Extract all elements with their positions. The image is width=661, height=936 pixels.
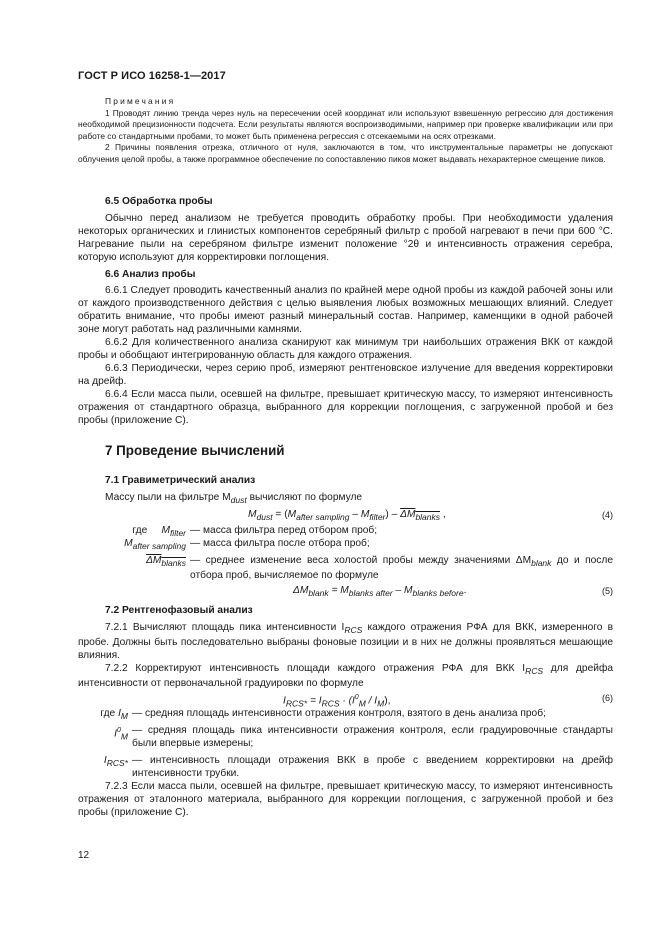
section-6-6-heading: 6.6 Анализ пробы xyxy=(105,268,196,280)
equation-6-number: (6) xyxy=(602,693,613,704)
para-6-6-1: 6.6.1 Следует проводить качественный анализ по крайней мере одной пробы из каждой рабочей зоны или от каждого производственного действия с целью выявления любых возможных мешающих влияний. Следует обратить внимание, что пробы имеют разный минеральный состав. Например, каменщики в одной рабочей зоне могут работать над различными камнями. xyxy=(78,285,613,336)
page-number: 12 xyxy=(78,850,90,861)
equation-4-number: (4) xyxy=(602,510,613,521)
para-6-6-2: 6.6.2 Для количественного анализа сканируют как минимум три наибольших отражения ВКК от каждой пробы и обобщают интегрированную область для каждого отражения. xyxy=(78,337,613,361)
main-text xyxy=(78,196,613,820)
section-6-5-text: Обычно перед анализом не требуется проводить обработку пробы. При необходимости удаления некоторых органических и глинистых компонентов серебряный фильтр с пробой нагревают в печи при 600 °С. Нагревание пыли на серебряном фильтре изменит положение °2θ и интенсивность отражения серебра, которую используют для корректировки поглощения. xyxy=(78,212,613,263)
section-7-1-definitions xyxy=(78,525,613,583)
equation-5-formula: $\Delta M_{blank} = M_{blanks after} - M_{blanks before}$. xyxy=(293,584,467,598)
note-1: 1 Проводят линию тренда через нуль на пересечении осей координат или используют взвешенную регрессию для достижения необходимой прецизионности подсчета. Если результаты являются воспроизводимыми, например при проверке квалификации или при работе со стандартными пробами, то может быть применена регрессия с отсекаемыми на осях отрезками. xyxy=(78,107,613,141)
section-7-2-heading: 7.2 Рентгенофазовый анализ xyxy=(105,604,253,616)
equation-4 xyxy=(78,507,613,525)
notes-title: Примечания xyxy=(105,96,176,106)
section-7-2-definitions xyxy=(78,708,613,781)
section-7-heading: 7 Проведение вычислений xyxy=(105,443,285,459)
equation-6 xyxy=(78,690,613,708)
notes-block xyxy=(78,96,613,166)
para-7-2-1: 7.2.1 Вычисляют площадь пика интенсивности $I_{RCS}$ каждого отражения РФА для ВКК, измеренного в пробе. Должны быть последовательно выбраны фоновые позиции и в них не должны проявляться мешающие влияния. xyxy=(78,621,613,661)
section-7-1-heading: 7.1 Гравиметрический анализ xyxy=(105,475,256,487)
definition-i-rcs-corrected: $I_{RCS*}$ — интенсивность площади отражения ВКК в пробе с введением корректировки на дрейф интенсивности трубки. xyxy=(103,755,613,780)
equation-5-number: (5) xyxy=(602,585,613,596)
equation-6-formula: $I_{RCS*} = I_{RCS} \cdot (I^0_M / I_M)$, xyxy=(283,694,391,709)
note-2: 2 Причины появления отрезка, отличного от нуля, заключаются в том, что инструментальные параметры не допускают облучения целой пробы, а также программное обеспечение по сопоставлению пиков может выдавать нехарактерное смещение пиков. xyxy=(78,142,613,164)
equation-5 xyxy=(78,583,613,601)
definition-i-m: где $I_M$ — средняя площадь интенсивности отражения контроля, взятого в день анализа проб; xyxy=(100,708,546,722)
para-7-2-2: 7.2.2 Корректируют интенсивность площади каждого отражения РФА для ВКК $I_{RCS}$ для дрейфа интенсивности от первоначальной градуировки по формуле xyxy=(78,662,613,689)
definition-m-filter: где $M_{filter}$ — масса фильтра перед отбором проб; xyxy=(132,525,378,539)
standard-header: ГОСТ Р ИСО 16258-1—2017 xyxy=(78,70,226,82)
para-6-6-4: 6.6.4 Если масса пыли, осевшей на фильтре, превышает критическую массу, то измеряют интенсивность отражения от стандартного образца, выбранного для коррекции поглощения, с загруженной пробой и без пробы (приложение С). xyxy=(78,388,613,426)
section-6-5-heading: 6.5 Обработка пробы xyxy=(105,196,213,207)
para-6-6-3: 6.6.3 Периодически, через серию проб, измеряют рентгеновское излучение для введения корректировки на дрейф. xyxy=(78,362,613,387)
definition-dm-blanks: $\Delta M_{blanks}$ — среднее изменение веса холостой пробы между значениями $\Delta M_{blank}$ до и после отбора проб, вычисляемое по формуле xyxy=(146,555,613,581)
definition-i0-m: $I^0_M$ — средняя площадь пика интенсивности отражения контроля, если градуировочные стандарты были впервые измерены; xyxy=(114,725,613,750)
definition-m-after-sampling: $M_{after sampling}$ — масса фильтра после отбора проб; xyxy=(124,538,370,552)
para-7-2-3: 7.2.3 Если масса пыли, осевшей на фильтре, превышает критическую массу, то измеряют интенсивность отражения от эталонного материала, выбранного для коррекции поглощения, с загруженной пробой и без пробы (приложение С). xyxy=(78,780,613,818)
equation-4-formula: $M_{dust} = (M_{after sampling} - M_{filter}) - \Delta M_{blanks}$ , xyxy=(248,509,446,523)
section-7-1-intro: Массу пыли на фильтре $M_{dust}$ вычисляют по формуле xyxy=(105,492,363,506)
